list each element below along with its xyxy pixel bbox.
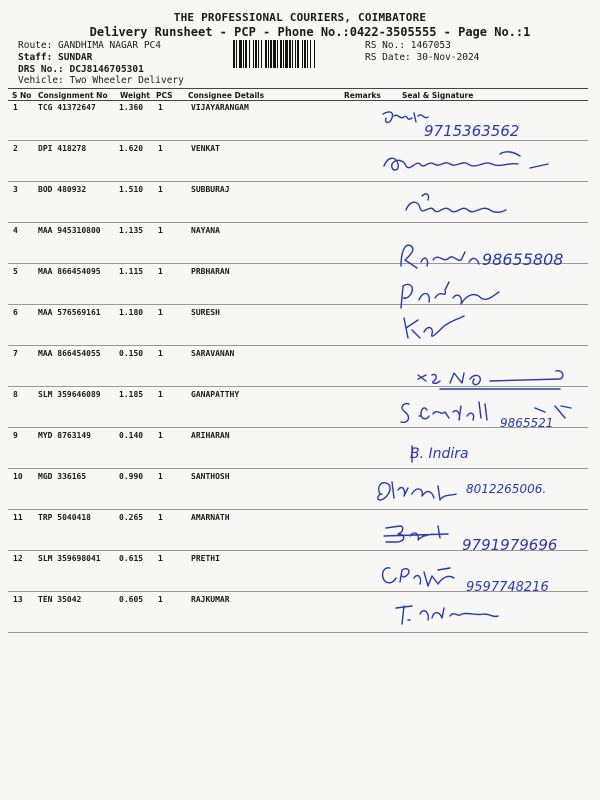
handwritten-phone-row-8: 9865521	[500, 416, 554, 430]
cell-pcs: 1	[158, 431, 163, 440]
cell-pcs: 1	[158, 390, 163, 399]
cell-consignee: VENKAT	[191, 144, 220, 153]
cell-pcs: 1	[158, 513, 163, 522]
row-divider	[8, 222, 588, 223]
cell-sno: 13	[13, 595, 23, 604]
signature-row-5	[395, 278, 505, 312]
cell-weight: 1.115	[119, 267, 144, 276]
vehicle-label: Vehicle: Two Wheeler Delivery	[18, 75, 184, 86]
cell-consignment: TCG 41372647	[38, 103, 96, 112]
cell-consignee: ARIHARAN	[191, 431, 230, 440]
cell-consignment: MAA 945310800	[38, 226, 101, 235]
rs-number: RS No.: 1467053	[365, 40, 451, 51]
cell-sno: 1	[13, 103, 18, 112]
cell-consignee: SARAVANAN	[191, 349, 235, 358]
row-divider	[8, 140, 588, 141]
signature-row-6	[400, 312, 470, 342]
cell-consignee: AMARNATH	[191, 513, 230, 522]
barcode-bar	[315, 40, 316, 68]
cell-consignment: MYD 8763149	[38, 431, 91, 440]
cell-consignment: SLM 359646089	[38, 390, 101, 399]
cell-sno: 6	[13, 308, 18, 317]
cell-sno: 10	[13, 472, 23, 481]
row-divider	[8, 181, 588, 182]
cell-pcs: 1	[158, 349, 163, 358]
cell-consignee: GANAPATTHY	[191, 390, 240, 399]
cell-sno: 9	[13, 431, 18, 440]
cell-sno: 8	[13, 390, 18, 399]
signature-row-11	[382, 518, 462, 548]
runsheet-subtitle: Delivery Runsheet - PCP - Phone No.:0422-3505555 - Page No.:1	[89, 25, 531, 39]
cell-weight: 1.135	[119, 226, 144, 235]
col-consignment-header: Consignment No	[38, 91, 108, 100]
cell-sno: 12	[13, 554, 23, 563]
cell-sno: 2	[13, 144, 18, 153]
cell-consignee: SURESH	[191, 308, 220, 317]
cell-pcs: 1	[158, 472, 163, 481]
cell-weight: 1.620	[119, 144, 144, 153]
cell-consignment: MAA 866454095	[38, 267, 101, 276]
cell-weight: 1.185	[119, 390, 144, 399]
cell-consignee: SUBBURAJ	[191, 185, 230, 194]
cell-consignment: BOD 480932	[38, 185, 87, 194]
cell-pcs: 1	[158, 267, 163, 276]
signature-row-10	[372, 474, 472, 508]
cell-consignee: RAJKUMAR	[191, 595, 230, 604]
col-sno-header: S No	[12, 91, 32, 100]
signature-row-12	[378, 562, 468, 592]
signature-row-8	[395, 398, 585, 438]
cell-weight: 0.605	[119, 595, 144, 604]
cell-sno: 11	[13, 513, 23, 522]
barcode	[233, 40, 357, 68]
row-divider	[8, 345, 588, 346]
col-weight-header: Weight	[120, 91, 150, 100]
cell-consignee: PRBHARAN	[191, 267, 230, 276]
company-title: THE PROFESSIONAL COURIERS, COIMBATORE	[173, 11, 427, 24]
cell-weight: 1.360	[119, 103, 144, 112]
cell-weight: 0.140	[119, 431, 144, 440]
cell-pcs: 1	[158, 554, 163, 563]
cell-pcs: 1	[158, 103, 163, 112]
staff-label: Staff: SUNDAR	[18, 52, 93, 63]
handwritten-phone-row-4: 98655808	[482, 250, 564, 269]
col-pcs-header: PCS	[156, 91, 173, 100]
cell-consignee: SANTHOSH	[191, 472, 230, 481]
row-divider	[8, 632, 588, 633]
row-divider	[8, 509, 588, 510]
cell-consignee: PRETHI	[191, 554, 220, 563]
cell-weight: 0.150	[119, 349, 144, 358]
cell-consignment: SLM 359698041	[38, 554, 101, 563]
cell-consignment: DPI 418278	[38, 144, 87, 153]
cell-pcs: 1	[158, 226, 163, 235]
handwritten-phone-row-1: 9715363562	[424, 122, 520, 140]
cell-sno: 5	[13, 267, 18, 276]
signature-row-3	[400, 192, 510, 222]
rs-date: RS Date: 30-Nov-2024	[365, 52, 480, 63]
cell-sno: 3	[13, 185, 18, 194]
cell-consignee: VIJAYARANGAM	[191, 103, 249, 112]
cell-consignee: NAYANA	[191, 226, 220, 235]
drs-number: DRS No.: DCJ8146705301	[18, 64, 144, 75]
signature-row-2	[380, 150, 555, 180]
col-seal-header: Seal & Signature	[402, 91, 474, 100]
cell-pcs: 1	[158, 595, 163, 604]
handwritten-phone-row-11: 9791979696	[462, 536, 558, 554]
cell-weight: 1.180	[119, 308, 144, 317]
cell-weight: 1.510	[119, 185, 144, 194]
row-divider	[8, 468, 588, 469]
cell-consignment: TRP 5040418	[38, 513, 91, 522]
header-top-rule	[8, 88, 588, 89]
cell-weight: 0.265	[119, 513, 144, 522]
route-label: Route: GANDHIMA NAGAR PC4	[18, 40, 161, 51]
cell-sno: 4	[13, 226, 18, 235]
handwritten-phone-row-12: 9597748216	[466, 580, 549, 595]
cell-pcs: 1	[158, 308, 163, 317]
cell-pcs: 1	[158, 144, 163, 153]
cell-consignment: MAA 866454055	[38, 349, 101, 358]
cell-weight: 0.615	[119, 554, 144, 563]
cell-consignment: MGD 336165	[38, 472, 87, 481]
cell-pcs: 1	[158, 185, 163, 194]
col-consignee-header: Consignee Details	[188, 91, 265, 100]
cell-consignment: TEN 35042	[38, 595, 82, 604]
signature-row-13	[392, 600, 502, 630]
header-bottom-rule	[8, 100, 588, 101]
cell-weight: 0.990	[119, 472, 144, 481]
cell-sno: 7	[13, 349, 18, 358]
handwritten-name-row-9: B. Indira	[410, 446, 469, 462]
signature-row-7	[410, 365, 570, 395]
handwritten-phone-row-10: 8012265006.	[466, 482, 547, 496]
signature-row-4	[395, 238, 485, 272]
cell-consignment: MAA 576569161	[38, 308, 101, 317]
col-remarks-header: Remarks	[344, 91, 381, 100]
